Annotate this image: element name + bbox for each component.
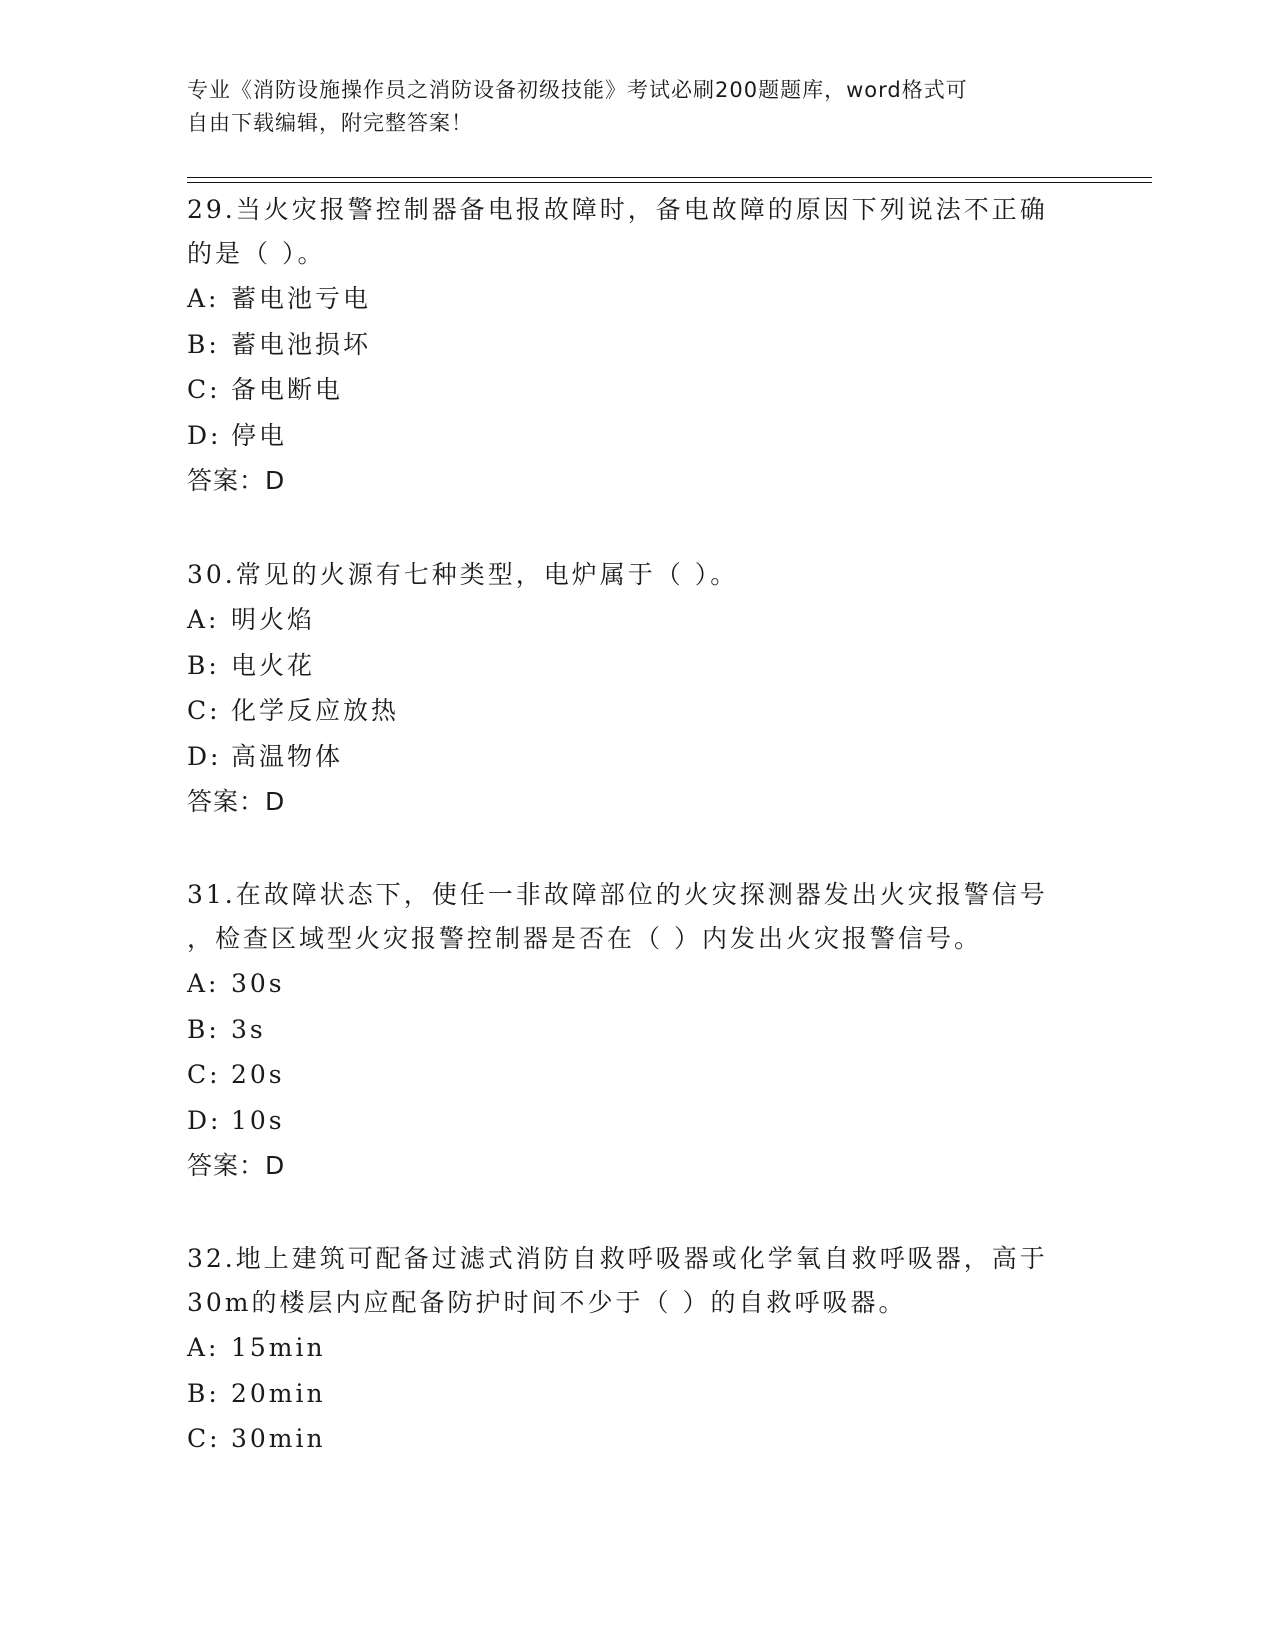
question-stem-line: 30m的楼层内应配备防护时间不少于（ ）的自救呼吸器。 <box>187 1288 907 1317</box>
question-stem-line: 32.地上建筑可配备过滤式消防自救呼吸器或化学氧自救呼吸器，高于 <box>187 1244 1048 1273</box>
option-key: C: <box>187 1424 221 1453</box>
question-29 <box>187 188 1087 503</box>
option-text: 20min <box>231 1378 326 1408</box>
option-key: B: <box>187 1378 220 1408</box>
option-c <box>187 1416 1087 1462</box>
option-text: 10s <box>231 1105 285 1135</box>
option-key: A: <box>187 969 220 998</box>
header-divider-top <box>187 177 1152 178</box>
question-stem-line: 的是（ ）。 <box>187 239 326 268</box>
option-text: 30min <box>231 1424 326 1453</box>
option-b <box>187 643 1087 689</box>
option-d <box>187 734 1087 780</box>
option-text: 蓄电池亏电 <box>231 284 372 313</box>
option-key: C: <box>187 1060 221 1089</box>
option-b <box>187 1007 1087 1053</box>
option-key: B: <box>187 1014 220 1044</box>
option-text: 化学反应放热 <box>231 696 400 725</box>
option-text: 30s <box>231 969 285 998</box>
option-a <box>187 276 1087 322</box>
question-31 <box>187 873 1087 1188</box>
option-a <box>187 597 1087 643</box>
option-key: B: <box>187 650 220 680</box>
option-c <box>187 367 1087 413</box>
question-stem-line: 31.在故障状态下，使任一非故障部位的火灾探测器发出火灾报警信号 <box>187 880 1048 909</box>
header-line-1: 专业《消防设施操作员之消防设备初级技能》考试必刷200题题库，word格式可 <box>187 78 968 102</box>
option-key: C: <box>187 696 221 725</box>
answer-label: 答案：D <box>187 1151 286 1180</box>
option-c <box>187 688 1087 734</box>
option-a <box>187 961 1087 1007</box>
header-divider-bottom <box>187 182 1152 183</box>
option-text: 电火花 <box>231 650 316 680</box>
option-key: C: <box>187 375 221 404</box>
option-c <box>187 1052 1087 1098</box>
option-text: 蓄电池损坏 <box>231 329 372 359</box>
option-b <box>187 322 1087 368</box>
question-stem-line: 30.常见的火源有七种类型，电炉属于（ ）。 <box>187 560 739 589</box>
answer-label: 答案：D <box>187 466 286 495</box>
option-key: A: <box>187 605 220 634</box>
option-key: A: <box>187 1333 220 1362</box>
question-32 <box>187 1237 1087 1462</box>
option-text: 15min <box>231 1333 326 1362</box>
answer-label: 答案：D <box>187 787 286 816</box>
option-b <box>187 1371 1087 1417</box>
header-line-2: 自由下载编辑，附完整答案！ <box>187 111 473 135</box>
option-text: 高温物体 <box>231 741 344 771</box>
option-text: 明火焰 <box>231 605 316 634</box>
option-d <box>187 1098 1087 1144</box>
option-key: D: <box>187 420 222 450</box>
option-text: 停电 <box>231 420 288 450</box>
option-key: D: <box>187 1105 222 1135</box>
option-d <box>187 413 1087 459</box>
question-stem-line: ，检查区域型火灾报警控制器是否在（ ）内发出火灾报警信号。 <box>187 924 982 953</box>
option-a <box>187 1325 1087 1371</box>
option-text: 备电断电 <box>231 375 344 404</box>
option-key: A: <box>187 284 220 313</box>
question-30 <box>187 553 1087 824</box>
document-header <box>187 74 1087 140</box>
question-stem-line: 29.当火灾报警控制器备电报故障时，备电故障的原因下列说法不正确 <box>187 195 1048 224</box>
option-key: D: <box>187 741 222 771</box>
option-text: 3s <box>231 1014 266 1044</box>
option-text: 20s <box>231 1060 285 1089</box>
option-key: B: <box>187 329 220 359</box>
